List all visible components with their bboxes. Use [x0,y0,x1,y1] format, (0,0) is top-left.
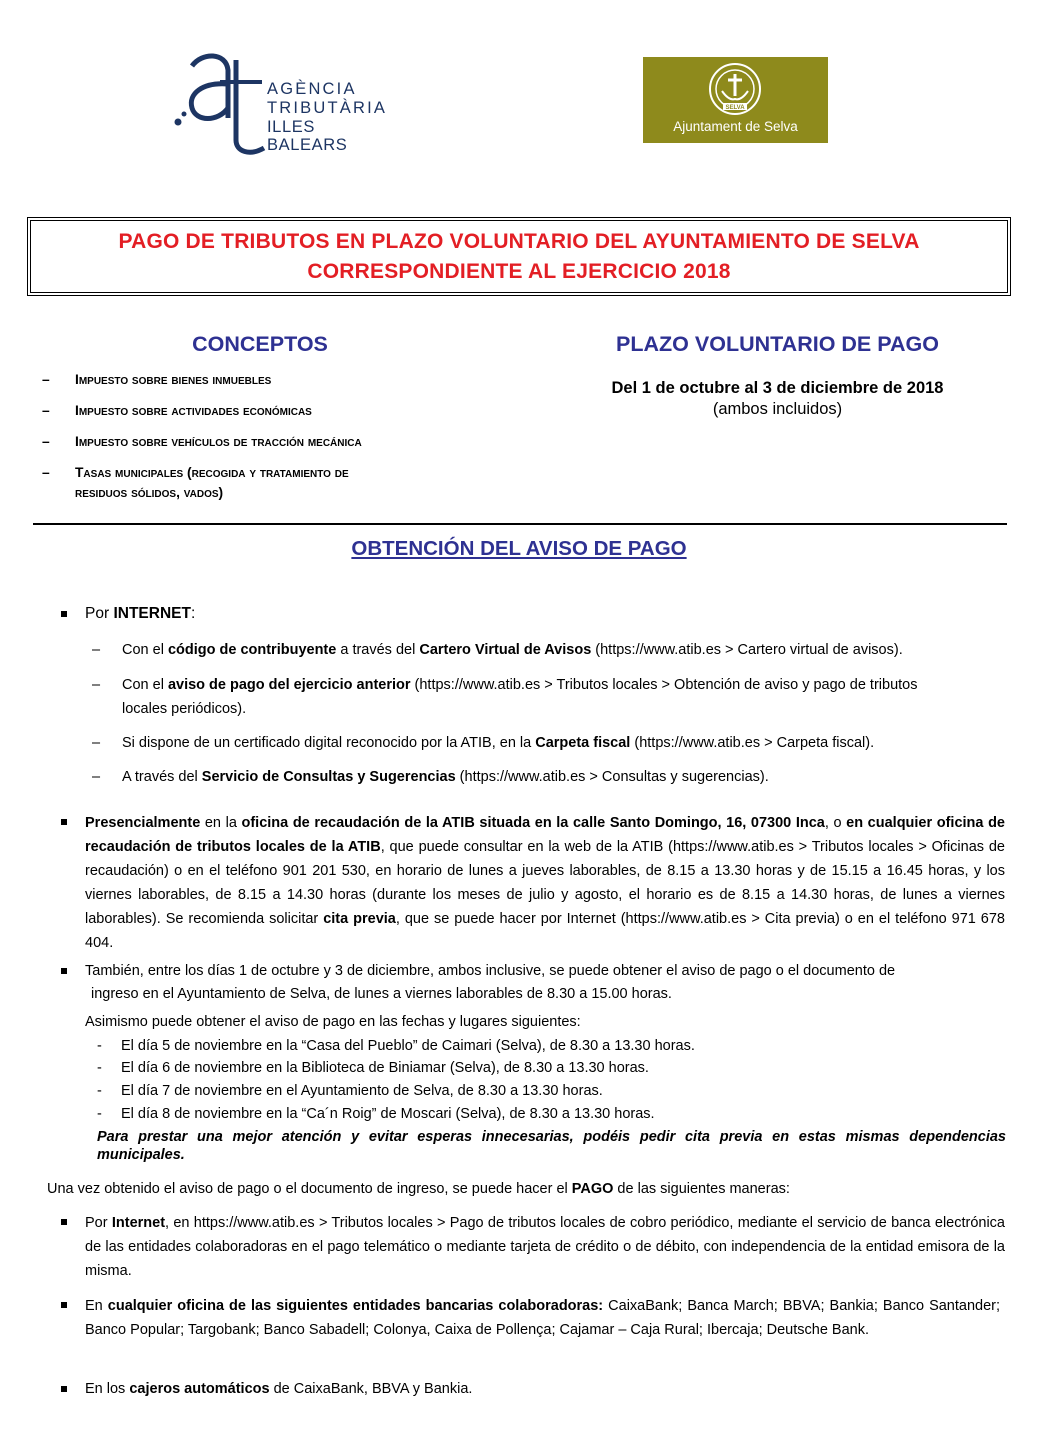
pago-cajeros-paragraph: En los cajeros automáticos de CaixaBank, BBVA y Bankia. [85,1381,473,1397]
atib-logo [170,48,388,160]
selva-name: Ajuntament de Selva [673,119,798,134]
internet-option-1: Con el código de contribuyente a través del Cartero Virtual de Avisos (https://www.atib.es > Cartero virtual de avisos). [122,642,903,658]
atib-line-3: ILLES BALEARS [267,118,348,154]
atib-line-2: TRIBUTÀRIA [267,99,388,117]
concept-text: Impuesto sobre actividades económicas [75,403,312,418]
bullet-icon [61,1302,67,1308]
title-line-1: PAGO DE TRIBUTOS EN PLAZO VOLUNTARIO DEL AYUNTAMIENTO DE SELVA [118,229,920,253]
svg-text:SELVA: SELVA [725,105,745,111]
selva-logo [643,57,828,143]
bullet-icon [61,968,67,974]
dash: – [92,735,101,751]
dash: – [92,677,101,693]
bullet-icon [61,1386,67,1392]
concept-text: Impuesto sobre bienes inmuebles [75,372,272,387]
pago-internet-paragraph: Por Internet, en https://www.atib.es > Tributos locales > Pago de tributos locales de cobro periódico, mediante el servicio de banca electrónica de las entidades colaboradoras en el pago telemático o mediante tarjeta de crédito o de débito, con independencia de la entidad emisora de la misma. [85,1215,1005,1279]
dash: – [92,642,101,658]
asimismo-text: Asimismo puede obtener el aviso de pago en las fechas y lugares siguientes: [85,1014,581,1030]
bullet-icon [61,611,67,617]
plazo-note: (ambos incluidos) [712,400,843,418]
plazo-dates: Del 1 de octubre al 3 de diciembre de 2018 [611,379,944,397]
cita-previa-note: Para prestar una mejor atención y evitar esperas innecesarias, podéis pedir cita previa en estas mismas dependencias municipales. [97,1129,1006,1163]
tambien-line-2: ingreso en el Ayuntamiento de Selva, de lunes a viernes laborables de 8.30 a 15.00 horas. [91,986,672,1002]
atib-line-1: AGÈNCIA [267,80,357,98]
tambien-line-1: También, entre los días 1 de octubre y 3 de diciembre, ambos inclusive, se puede obtener el aviso de pago o el documento de [85,963,896,979]
concept-text: Impuesto sobre vehículos de tracción mecánica [75,434,362,449]
presencial-paragraph: Presencialmente en la oficina de recaudación de la ATIB situada en la calle Santo Domingo, 16, 07300 Inca, o en cualquier oficina de recaudación de tributos locales de la ATIB, que puede consultar en la web de la ATIB (https://www.atib.es > Tributos locales > Oficinas de recaudación) o en el teléfono 901 201 530, en horario de lunes a jueves laborables, de 8.15 a 13.30 horas y de 15.15 a 16.45 horas, y los viernes laborables, de 8.15 a 14.30 horas (durante los meses de julio y agosto, el horario es de 8.15 a 14.30 horas, de lunes a viernes laborables). Se recomienda solicitar cita previa, que se puede hacer por Internet (https://www.atib.es > Cita previa) o en el teléfono 971 678 404. [85,815,1005,951]
internet-option-3: Si dispone de un certificado digital reconocido por la ATIB, en la Carpeta fiscal (https://www.atib.es > Carpeta fiscal). [122,735,875,751]
plazo-heading: PLAZO VOLUNTARIO DE PAGO [616,332,939,356]
dash: – [92,769,101,785]
selva-seal-icon [707,61,763,117]
pago-oficina-paragraph: En cualquier oficina de las siguientes entidades bancarias colaboradoras: CaixaBank; Banca March; BBVA; Bankia; Banco Santander; Banco Popular; Targobank; Banco Sabadell; Colonya, Caixa de Pollença; Cajamar – Caja Rural; Ibercaja; Deutsche Bank. [85,1298,1001,1338]
internet-label: Por INTERNET: [85,605,196,622]
atib-mark-icon [170,48,270,160]
obtencion-heading: OBTENCIÓN DEL AVISO DE PAGO [351,537,687,560]
concept-text: residuos sólidos, vados) [75,485,224,500]
internet-option-2: Con el aviso de pago del ejercicio anterior (https://www.atib.es > Tributos locales > Obtención de aviso y pago de tributos locales periódicos). [122,677,918,717]
divider [33,523,1007,525]
pago-intro: Una vez obtenido el aviso de pago o el documento de ingreso, se puede hacer el PAGO de las siguientes maneras: [47,1181,790,1197]
title-box [27,217,1011,296]
bullet-icon [61,819,67,825]
conceptos-heading: CONCEPTOS [192,332,328,356]
internet-option-4: A través del Servicio de Consultas y Sugerencias (https://www.atib.es > Consultas y sugerencias). [122,769,769,785]
title-line-2: CORRESPONDIENTE AL EJERCICIO 2018 [307,259,731,283]
bullet-icon [61,1219,67,1225]
concept-text: Tasas municipales (recogida y tratamiento de [75,465,349,480]
